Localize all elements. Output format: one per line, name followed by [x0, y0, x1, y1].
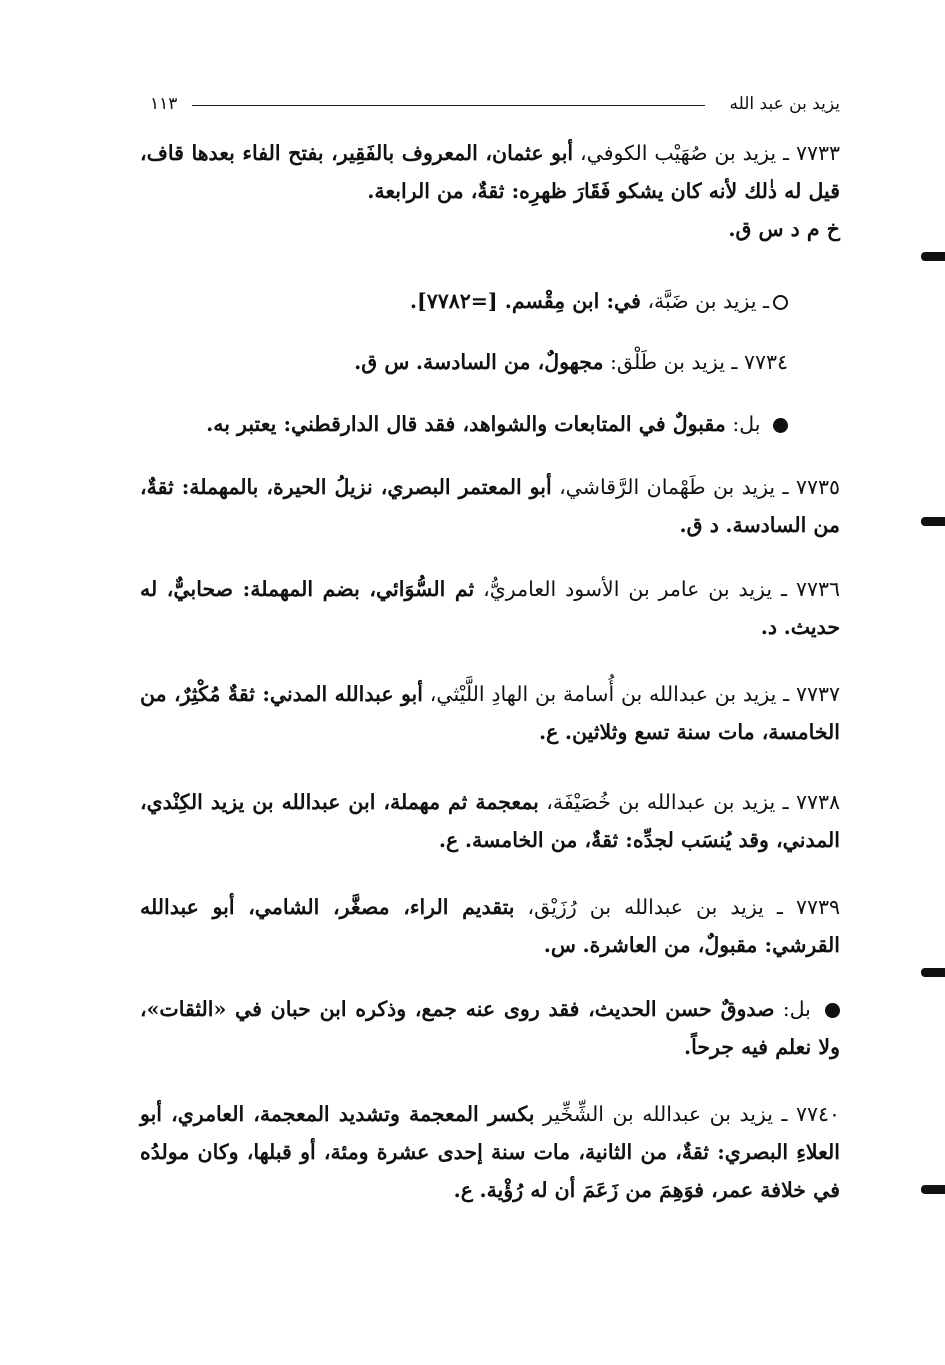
entry-7733: ٧٧٣٣ ـ يزيد بن صُهَيْب الكوفي، أبو عثمان، المعروف بالفَقِير، بفتح الفاء بعدها قاف، قيل له ذٰلك لأنه كان يشكو فَقَارَ ظهرِه: ثقةٌ، من الرابعة. خ م د س ق.: [140, 141, 840, 241]
note-label: بل:: [732, 412, 761, 436]
entry-7734: ٧٧٣٤ ـ يزيد بن طَلْق: مجهولٌ، من السادسة. س ق.: [354, 350, 788, 374]
entry-codes: د ق.: [679, 513, 719, 537]
reference-circle-icon: [773, 295, 788, 310]
entry-name: يزيد بن عبدالله بن رُزَيْق،: [527, 895, 764, 919]
entry-name: يزيد بن طَهْمان الرَّقاشي،: [559, 475, 776, 499]
entry-number: ٧٧٣٩: [795, 895, 840, 919]
entry-number: ٧٧٣٣: [795, 141, 840, 165]
entry-text: بكسر المعجمة وتشديد المعجمة، العامري، أبو العلاءِ البصري: ثقةٌ، من الثانية، مات سنة إحدى عشرة ومئة، أو قبلها، وكان مولدُه في خلافة عمر، فوَهِمَ من زَعَمَ أن له رُؤْية.: [140, 1102, 840, 1202]
running-title: يزيد بن عبد الله: [729, 94, 840, 114]
note-text: مقبولٌ في المتابعات والشواهد، فقد قال الدارقطني: يعتبر به.: [206, 412, 726, 436]
entry-name: يزيد بن ضَبَّة،: [647, 289, 757, 313]
entry-7739: ٧٧٣٩ ـ يزيد بن عبدالله بن رُزَيْق، بتقديم الراء، مصغَّر، الشامي، أبو عبدالله القرشي: مقبولٌ، من العاشرة. س.: [140, 895, 840, 957]
entry-name: يزيد بن عامر بن الأسود العامريُّ،: [483, 577, 773, 601]
edge-mark: [921, 517, 945, 526]
entry-7740: ٧٧٤٠ ـ يزيد بن عبدالله بن الشِّخِّير بكسر المعجمة وتشديد المعجمة، العامري، أبو العلاءِ البصري: ثقةٌ، من الثانية، مات سنة إحدى عشرة ومئة، أو قبلها، وكان مولدُه في خلافة عمر، فوَهِمَ من زَعَمَ أن له رُؤْية. ع.: [140, 1102, 840, 1202]
entry-text: أبو عبدالله المدني: ثقةٌ مُكْثِرٌ، من الخامسة، مات سنة تسع وثلاثين.: [140, 682, 840, 744]
entry-name: يزيد بن عبدالله بن خُصَيْفَة،: [546, 790, 776, 814]
entry-codes: س.: [543, 933, 576, 957]
note-text: صدوقٌ حسن الحديث، فقد روى عنه جمع، وذكره ابن حبان في «الثقات»، ولا نعلم فيه جرحاً.: [140, 997, 840, 1059]
note-label: بل:: [782, 997, 811, 1021]
entry-text: أبو عثمان، المعروف بالفَقِير، بفتح الفاء بعدها قاف، قيل له ذٰلك لأنه كان يشكو فَقَارَ ظهرِه: ثقةٌ، من الرابعة.: [140, 141, 840, 203]
entry-codes: خ م د س ق.: [728, 217, 840, 241]
entry-codes: ع.: [438, 828, 459, 852]
header-rule: [192, 105, 705, 106]
editor-note: [140, 405, 840, 443]
entry-number: ٧٧٣٤: [743, 350, 788, 374]
entry-7738: ٧٧٣٨ ـ يزيد بن عبدالله بن خُصَيْفَة، بمعجمة ثم مهملة، ابن عبدالله بن يزيد الكِنْدي، المدني، وقد يُنسَب لجدِّه: ثقةٌ، من الخامسة. ع.: [140, 790, 840, 852]
entry-text: مجهولٌ، من السادسة.: [415, 350, 604, 374]
entry-text: في: ابن مِقْسم. [=٧٧٨٢].: [409, 289, 641, 313]
entry-codes: د.: [760, 615, 778, 639]
bullet-icon: [825, 1003, 840, 1018]
editor-note: [140, 990, 840, 1066]
entry-cross-reference: ـ يزيد بن ضَبَّة، في: ابن مِقْسم. [=٧٧٨٢].: [140, 282, 840, 320]
bullet-icon: [773, 418, 788, 433]
edge-mark: [921, 252, 945, 261]
entry-text: ثم السُّوَائي، بضم المهملة: صحابيٌّ، له حديث.: [140, 577, 840, 639]
entry-name: يزيد بن طَلْق:: [609, 350, 725, 374]
entry-text: أبو المعتمر البصري، نزيلُ الحيرة، بالمهملة: ثقةٌ، من السادسة.: [140, 475, 840, 537]
entry-codes: س ق.: [354, 350, 410, 374]
entry-number: ٧٧٤٠: [795, 1102, 840, 1126]
entry-name: يزيد بن عبدالله بن أُسامة بن الهادِ اللَّيْثي،: [429, 682, 777, 706]
entry-number: ٧٧٣٥: [795, 475, 840, 499]
entry-7737: ٧٧٣٧ ـ يزيد بن عبدالله بن أُسامة بن الهادِ اللَّيْثي، أبو عبدالله المدني: ثقةٌ مُكْثِرٌ، من الخامسة، مات سنة تسع وثلاثين. ع.: [140, 682, 840, 744]
entry-7735: ٧٧٣٥ ـ يزيد بن طَهْمان الرَّقاشي، أبو المعتمر البصري، نزيلُ الحيرة، بالمهملة: ثقةٌ، من السادسة. د ق.: [140, 475, 840, 537]
entry-codes: ع.: [538, 720, 559, 744]
entry-7736: ٧٧٣٦ ـ يزيد بن عامر بن الأسود العامريُّ، ثم السُّوَائي، بضم المهملة: صحابيٌّ، له حديث. د.: [140, 577, 840, 639]
entry-name: يزيد بن صُهَيْب الكوفي،: [580, 141, 777, 165]
entry-text: بمعجمة ثم مهملة، ابن عبدالله بن يزيد الكِنْدي، المدني، وقد يُنسَب لجدِّه: ثقةٌ، من الخامسة.: [140, 790, 840, 852]
entry-text: بتقديم الراء، مصغَّر، الشامي، أبو عبدالله القرشي: مقبولٌ، من العاشرة.: [140, 895, 840, 957]
entry-name: يزيد بن عبدالله بن الشِّخِّير: [542, 1102, 773, 1126]
entry-number: ٧٧٣٦: [795, 577, 840, 601]
edge-mark: [921, 1185, 945, 1194]
entry-codes: ع.: [453, 1178, 473, 1202]
entry-number: ٧٧٣٧: [795, 682, 840, 706]
entry-number: ٧٧٣٨: [795, 790, 840, 814]
page-number: ١١٣: [150, 94, 178, 114]
page-header: [150, 92, 840, 118]
edge-mark: [921, 968, 945, 977]
